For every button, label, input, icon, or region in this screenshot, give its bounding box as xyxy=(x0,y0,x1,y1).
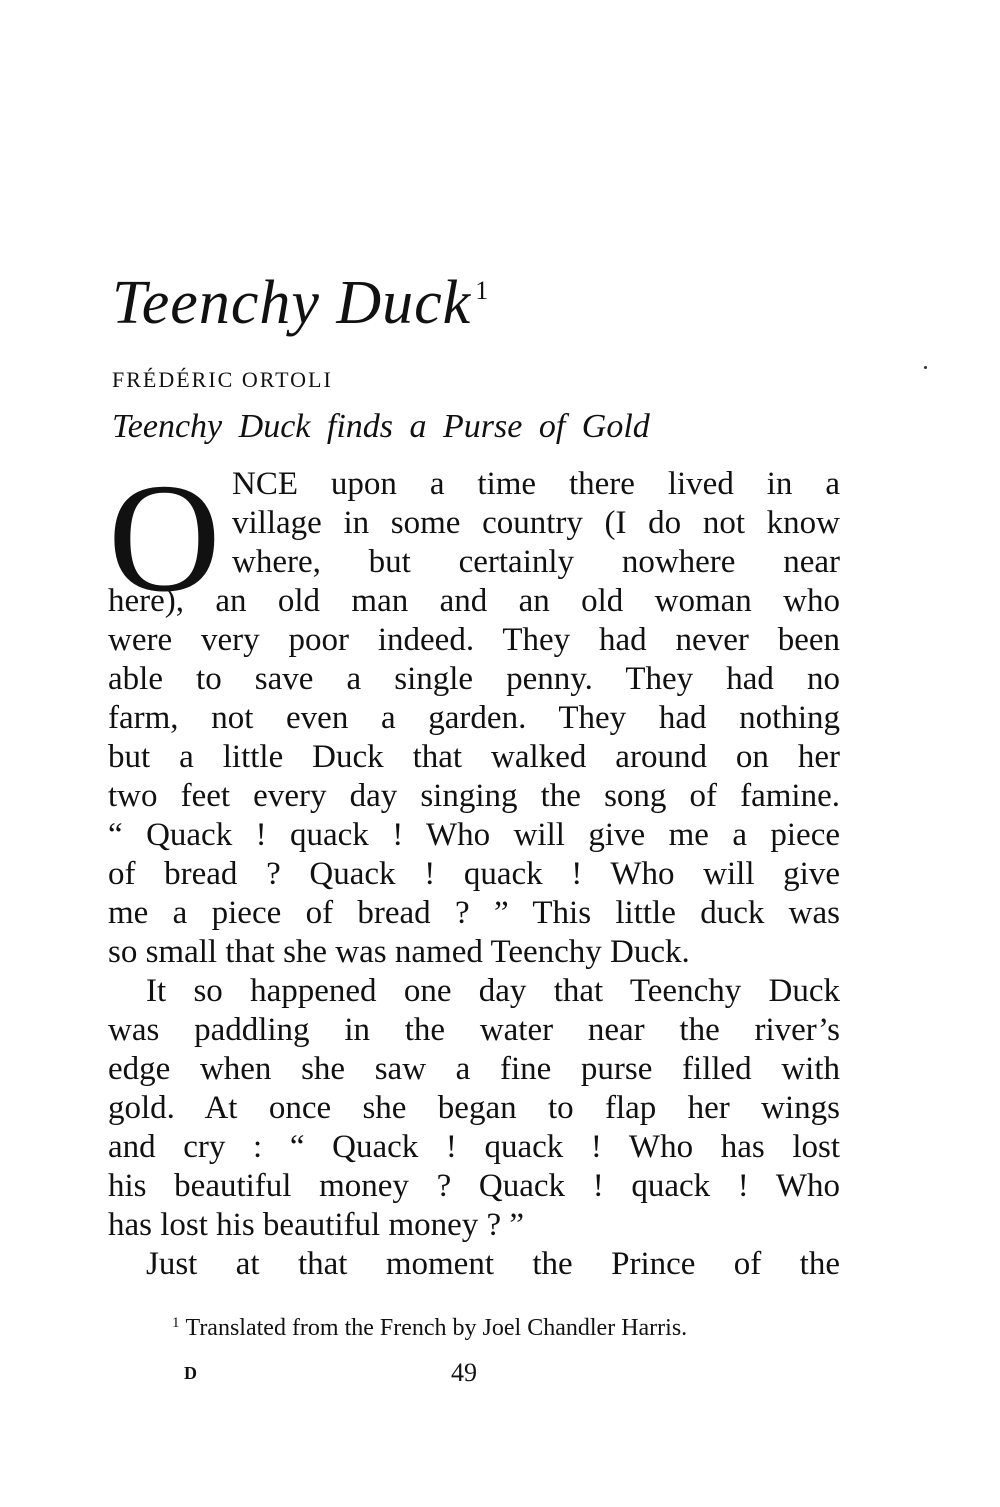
body-text xyxy=(108,465,840,1284)
text-line: edge when she saw a fine purse filled with xyxy=(108,1051,840,1087)
text-line: has lost his beautiful money ? ” xyxy=(108,1207,525,1243)
story-title xyxy=(112,269,490,337)
section-subtitle: Teenchy Duck finds a Purse of Gold xyxy=(112,408,650,445)
text-line: where, but certainly nowhere near xyxy=(232,544,840,580)
text-line: two feet every day singing the song of famine. xyxy=(108,778,840,814)
text-line: of bread ? Quack ! quack ! Who will give xyxy=(108,856,840,892)
drop-cap: O xyxy=(108,451,221,624)
text-line: his beautiful money ? Quack ! quack ! Who xyxy=(108,1168,840,1204)
text-line: and cry : “ Quack ! quack ! Who has lost xyxy=(108,1129,840,1165)
text-line: me a piece of bread ? ” This little duck was xyxy=(108,895,840,931)
signature-mark: D xyxy=(184,1363,197,1383)
footnote-text: Translated from the French by Joel Chandler Harris. xyxy=(185,1315,688,1341)
text-line: NCE upon a time there lived in a xyxy=(232,466,840,502)
text-line: gold. At once she began to flap her wings xyxy=(108,1090,840,1126)
text-line: was paddling in the water near the river’s xyxy=(108,1012,840,1048)
text-line: here), an old man and an old woman who xyxy=(108,583,840,619)
text-line: It so happened one day that Teenchy Duck xyxy=(146,973,840,1009)
author-name: FRÉDÉRIC ORTOLI xyxy=(112,367,333,392)
page-number: 49 xyxy=(451,1358,477,1387)
footnote xyxy=(172,1316,687,1340)
print-speck xyxy=(924,366,927,369)
text-line: able to save a single penny. They had no xyxy=(108,661,840,697)
footnote-marker: 1 xyxy=(172,1315,180,1331)
text-line: were very poor indeed. They had never been xyxy=(108,622,840,658)
text-line: but a little Duck that walked around on her xyxy=(108,739,840,775)
text-line: Just at that moment the Prince of the xyxy=(146,1246,840,1282)
text-line: village in some country (I do not know xyxy=(232,505,840,541)
story-title-text: Teenchy Duck xyxy=(112,269,472,337)
text-line: so small that she was named Teenchy Duck. xyxy=(108,934,690,970)
title-footnote-marker: 1 xyxy=(475,276,490,305)
text-line: “ Quack ! quack ! Who will give me a piece xyxy=(108,817,840,853)
text-line: farm, not even a garden. They had nothing xyxy=(108,700,840,736)
